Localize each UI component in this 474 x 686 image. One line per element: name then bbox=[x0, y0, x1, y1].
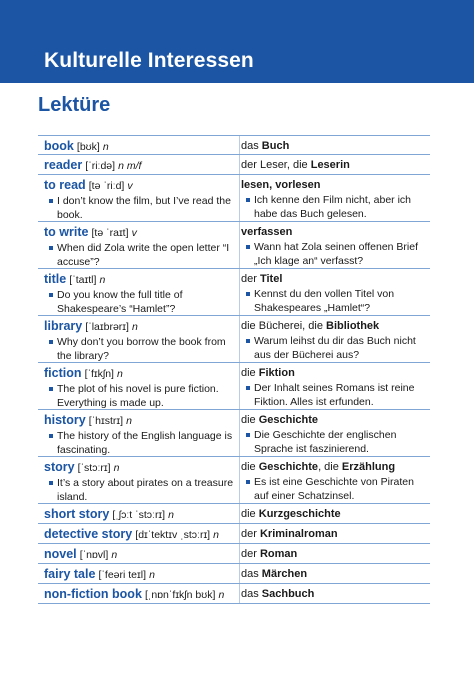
bullet-icon bbox=[246, 433, 250, 437]
german-column bbox=[238, 177, 430, 221]
translation-text: die bbox=[241, 461, 259, 473]
example-sentence-de bbox=[241, 193, 428, 221]
translation bbox=[241, 365, 428, 381]
column-divider bbox=[239, 544, 240, 563]
translation-keyword: Leserin bbox=[310, 159, 350, 171]
example-text-de: Kennst du den vollen Titel von Shakespeares „Hamlet“? bbox=[254, 288, 395, 315]
example-text-en: The plot of his novel is pure fiction. Everything is made up. bbox=[57, 383, 219, 410]
headword-line bbox=[44, 365, 234, 382]
headword-line bbox=[44, 526, 234, 543]
bullet-icon bbox=[246, 245, 250, 249]
headword: title bbox=[44, 272, 67, 286]
example-sentence-de bbox=[241, 240, 428, 268]
english-column bbox=[38, 157, 238, 174]
vocab-row bbox=[38, 524, 430, 544]
part-of-speech: v bbox=[131, 227, 137, 239]
example-sentence-en bbox=[44, 241, 234, 269]
bullet-icon bbox=[246, 198, 250, 202]
vocab-row bbox=[38, 544, 430, 564]
column-divider bbox=[239, 222, 240, 268]
headword: book bbox=[44, 139, 74, 153]
english-column bbox=[38, 177, 238, 222]
translation-keyword: Kriminalroman bbox=[259, 528, 338, 540]
bullet-icon bbox=[49, 293, 53, 297]
pronunciation: [tə ˈraɪt] bbox=[91, 227, 129, 239]
headword-line bbox=[44, 138, 234, 155]
column-divider bbox=[239, 584, 240, 603]
example-sentence-en bbox=[44, 335, 234, 363]
pronunciation: [dɪˈtektɪv ˌstɔːrɪ] bbox=[135, 529, 211, 541]
translation bbox=[241, 271, 428, 287]
example-sentence-en bbox=[44, 476, 234, 504]
bullet-icon bbox=[49, 246, 53, 250]
example-sentence-de bbox=[241, 475, 428, 503]
part-of-speech: n bbox=[99, 274, 106, 286]
translation-keyword: Buch bbox=[261, 140, 290, 152]
translation-keyword: Bibliothek bbox=[326, 320, 380, 332]
translation-keyword: Märchen bbox=[261, 568, 308, 580]
english-column bbox=[38, 526, 238, 543]
german-column bbox=[238, 157, 430, 173]
vocab-row bbox=[38, 564, 430, 584]
headword-line bbox=[44, 506, 234, 523]
column-divider bbox=[239, 457, 240, 503]
vocab-row bbox=[38, 135, 430, 155]
translation bbox=[241, 224, 428, 240]
german-column bbox=[238, 224, 430, 268]
german-column bbox=[238, 566, 430, 582]
translation bbox=[241, 412, 428, 428]
english-column bbox=[38, 412, 238, 457]
translation-keyword: lesen, vorlesen bbox=[241, 179, 321, 191]
translation bbox=[241, 566, 428, 582]
headword-line bbox=[44, 566, 234, 583]
part-of-speech: n bbox=[132, 321, 138, 333]
translation bbox=[241, 526, 428, 542]
pronunciation: [tə ˈriːd] bbox=[88, 180, 125, 192]
bullet-icon bbox=[49, 387, 53, 391]
part-of-speech: v bbox=[127, 180, 133, 192]
headword: to write bbox=[44, 225, 89, 239]
english-column bbox=[38, 318, 238, 363]
translation bbox=[241, 506, 428, 522]
column-divider bbox=[239, 410, 240, 456]
translation bbox=[241, 157, 428, 173]
vocab-row bbox=[38, 584, 430, 604]
example-sentence-de bbox=[241, 287, 428, 315]
pronunciation: [ˈhɪstrɪ] bbox=[88, 415, 124, 427]
headword: fiction bbox=[44, 366, 82, 380]
column-divider bbox=[239, 155, 240, 174]
translation-keyword: Sachbuch bbox=[261, 588, 315, 600]
example-sentence-en bbox=[44, 382, 234, 410]
vocab-row bbox=[38, 269, 430, 316]
pronunciation: [ˈfɪkʃn] bbox=[84, 368, 114, 380]
column-divider bbox=[239, 363, 240, 409]
headword-line bbox=[44, 271, 234, 288]
translation-keyword: Titel bbox=[259, 273, 283, 285]
headword-line bbox=[44, 318, 234, 335]
part-of-speech: n bbox=[126, 415, 132, 427]
headword: novel bbox=[44, 547, 77, 561]
headword: non-fiction book bbox=[44, 587, 142, 601]
vocab-row bbox=[38, 504, 430, 524]
pronunciation: [ˈlaɪbrərɪ] bbox=[85, 321, 129, 333]
example-text-en: I don’t know the film, but I’ve read the book. bbox=[57, 195, 231, 222]
example-sentence-en bbox=[44, 288, 234, 316]
column-divider bbox=[239, 316, 240, 362]
vocab-row bbox=[38, 410, 430, 457]
column-divider bbox=[239, 524, 240, 543]
german-column bbox=[238, 586, 430, 602]
part-of-speech: n bbox=[213, 529, 220, 541]
headword: detective story bbox=[44, 527, 133, 541]
part-of-speech: n bbox=[149, 569, 155, 581]
example-text-de: Wann hat Zola seinen offenen Brief „Ich klage an“ verfasst? bbox=[254, 241, 419, 268]
headword: to read bbox=[44, 178, 86, 192]
column-divider bbox=[239, 175, 240, 221]
chapter-header-band bbox=[0, 0, 474, 83]
section-title: Lektüre bbox=[38, 94, 111, 116]
english-column bbox=[38, 546, 238, 563]
translation-keyword: Geschichte bbox=[258, 414, 319, 426]
translation-text: das bbox=[241, 568, 262, 580]
german-column bbox=[238, 546, 430, 562]
german-column bbox=[238, 271, 430, 315]
headword-line bbox=[44, 177, 234, 194]
translation-keyword: verfassen bbox=[241, 226, 293, 238]
pronunciation: [bʊk] bbox=[76, 141, 100, 153]
english-column bbox=[38, 506, 238, 523]
translation-text: die bbox=[241, 367, 259, 379]
example-text-en: Why don’t you borrow the book from the library? bbox=[57, 336, 226, 363]
example-sentence-de bbox=[241, 428, 428, 456]
headword: library bbox=[44, 319, 83, 333]
translation-keyword: Kurzgeschichte bbox=[258, 508, 341, 520]
bullet-icon bbox=[49, 434, 53, 438]
headword-line bbox=[44, 412, 234, 429]
english-column bbox=[38, 365, 238, 410]
part-of-speech: n m/f bbox=[118, 160, 142, 172]
german-column bbox=[238, 412, 430, 456]
german-column bbox=[238, 138, 430, 154]
translation-text: die bbox=[241, 414, 259, 426]
translation-text: der bbox=[241, 528, 260, 540]
bullet-icon bbox=[49, 340, 53, 344]
example-text-en: When did Zola write the open letter “I accuse”? bbox=[57, 242, 230, 269]
vocab-row bbox=[38, 175, 430, 222]
german-column bbox=[238, 506, 430, 522]
part-of-speech: n bbox=[113, 462, 120, 474]
bullet-icon bbox=[246, 292, 250, 296]
example-text-de: Die Geschichte der englischen Sprache ist faszinierend. bbox=[254, 429, 397, 456]
pronunciation: [ˈriːdə] bbox=[85, 160, 116, 172]
column-divider bbox=[239, 564, 240, 583]
pronunciation: [ˈfeəri teɪl] bbox=[98, 569, 146, 581]
headword-line bbox=[44, 586, 234, 603]
translation-keyword: Geschichte bbox=[258, 461, 319, 473]
example-text-en: Do you know the full title of Shakespeare’s “Hamlet”? bbox=[57, 289, 183, 316]
english-column bbox=[38, 586, 238, 603]
german-column bbox=[238, 318, 430, 362]
example-sentence-de bbox=[241, 381, 428, 409]
translation bbox=[241, 546, 428, 562]
english-column bbox=[38, 271, 238, 316]
example-text-en: The history of the English language is fascinating. bbox=[57, 430, 233, 457]
part-of-speech: n bbox=[102, 141, 109, 153]
example-text-de: Es ist eine Geschichte von Piraten auf einer Schatzinsel. bbox=[254, 476, 414, 503]
part-of-speech: n bbox=[218, 589, 225, 601]
bullet-icon bbox=[246, 386, 250, 390]
vocab-row bbox=[38, 155, 430, 175]
german-column bbox=[238, 526, 430, 542]
example-text-de: Ich kenne den Film nicht, aber ich habe das Buch gelesen. bbox=[254, 194, 411, 221]
headword-line bbox=[44, 224, 234, 241]
english-column bbox=[38, 224, 238, 269]
vocab-row bbox=[38, 457, 430, 504]
pronunciation: [ˈtaɪtl] bbox=[69, 274, 97, 286]
translation-text: die bbox=[241, 508, 259, 520]
translation-text: das bbox=[241, 140, 262, 152]
german-column bbox=[238, 365, 430, 409]
headword-line bbox=[44, 157, 234, 174]
example-text-de: Warum leihst du dir das Buch nicht aus der Bücherei aus? bbox=[254, 335, 416, 362]
translation bbox=[241, 318, 428, 334]
vocab-row bbox=[38, 363, 430, 410]
vocabulary-table bbox=[38, 135, 430, 604]
english-column bbox=[38, 566, 238, 583]
part-of-speech: n bbox=[117, 368, 123, 380]
pronunciation: [ˌʃɔːt ˈstɔːrɪ] bbox=[112, 509, 166, 521]
translation bbox=[241, 177, 428, 193]
translation bbox=[241, 459, 428, 475]
headword: story bbox=[44, 460, 75, 474]
bullet-icon bbox=[49, 481, 53, 485]
headword: history bbox=[44, 413, 86, 427]
translation-text: die Bücherei, die bbox=[241, 320, 326, 332]
bullet-icon bbox=[246, 339, 250, 343]
translation bbox=[241, 138, 428, 154]
headword: short story bbox=[44, 507, 110, 521]
headword: fairy tale bbox=[44, 567, 96, 581]
translation-text: , die bbox=[318, 461, 342, 473]
example-sentence-en bbox=[44, 194, 234, 222]
vocab-row bbox=[38, 316, 430, 363]
translation-text: der Leser, die bbox=[241, 159, 311, 171]
bullet-icon bbox=[49, 199, 53, 203]
headword: reader bbox=[44, 158, 83, 172]
bullet-icon bbox=[246, 480, 250, 484]
chapter-title: Kulturelle Interessen bbox=[44, 49, 254, 72]
translation-text: der bbox=[241, 273, 260, 285]
headword-line bbox=[44, 459, 234, 476]
translation-keyword: Roman bbox=[259, 548, 298, 560]
part-of-speech: n bbox=[111, 549, 118, 561]
translation-text: der bbox=[241, 548, 260, 560]
german-column bbox=[238, 459, 430, 503]
column-divider bbox=[239, 136, 240, 154]
pronunciation: [ˌnɒnˈfɪkʃn bʊk] bbox=[144, 589, 216, 601]
example-sentence-en bbox=[44, 429, 234, 457]
translation-keyword: Erzählung bbox=[341, 461, 396, 473]
example-sentence-de bbox=[241, 334, 428, 362]
english-column bbox=[38, 138, 238, 155]
part-of-speech: n bbox=[168, 509, 174, 521]
column-divider bbox=[239, 269, 240, 315]
example-text-de: Der Inhalt seines Romans ist reine Fiktion. Alles ist erfunden. bbox=[254, 382, 415, 409]
translation-text: das bbox=[241, 588, 262, 600]
pronunciation: [ˈstɔːrɪ] bbox=[77, 462, 111, 474]
pronunciation: [ˈnɒvl] bbox=[79, 549, 109, 561]
translation bbox=[241, 586, 428, 602]
column-divider bbox=[239, 504, 240, 523]
vocab-row bbox=[38, 222, 430, 269]
english-column bbox=[38, 459, 238, 504]
headword-line bbox=[44, 546, 234, 563]
translation-keyword: Fiktion bbox=[258, 367, 295, 379]
example-text-en: It’s a story about pirates on a treasure island. bbox=[57, 477, 234, 504]
